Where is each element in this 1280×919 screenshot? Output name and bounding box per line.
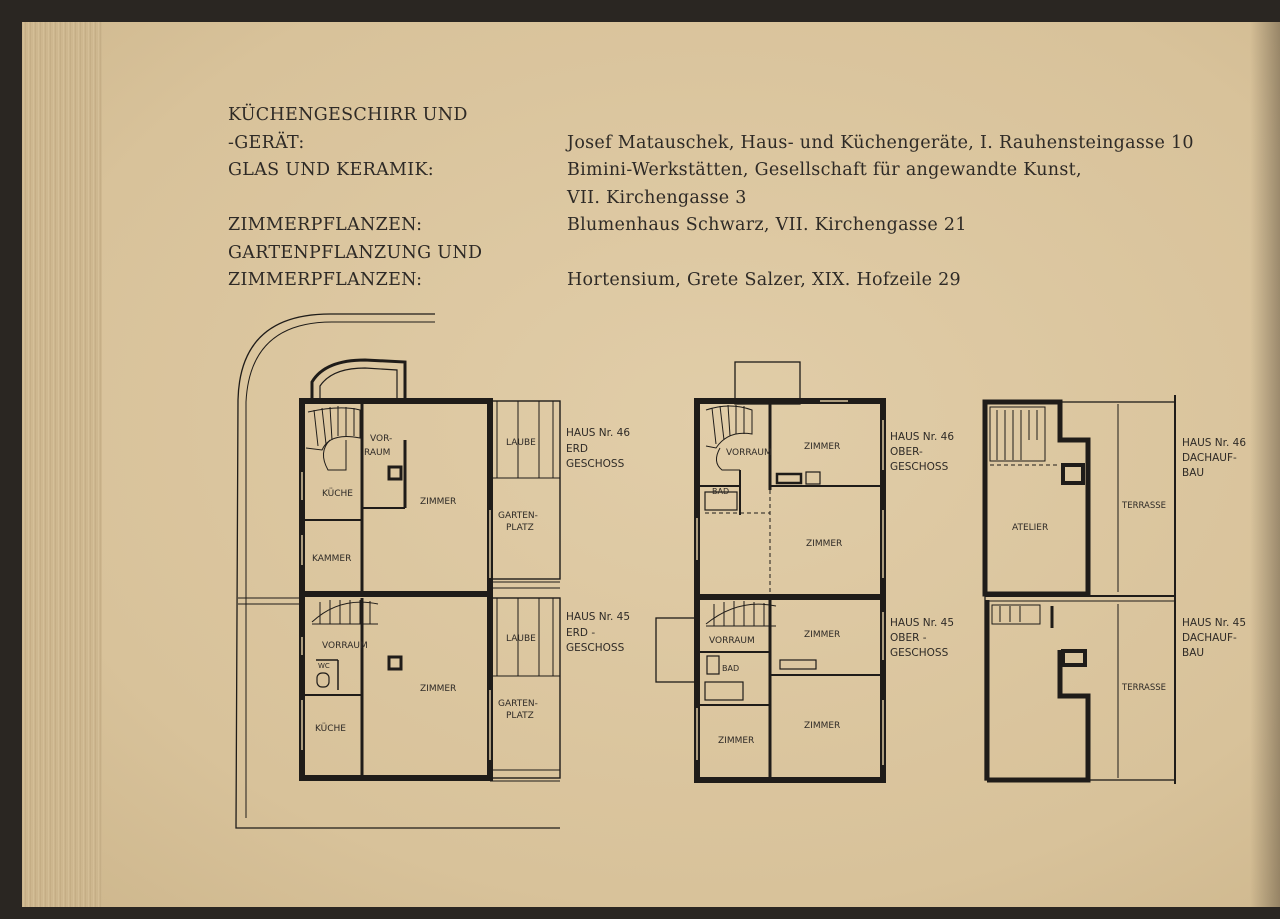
plan-label-ground-46-line3: GESCHOSS (566, 458, 625, 470)
room-vorraum-upper-45: VORRAUM (709, 636, 755, 646)
plan-label-roof-45-line2: DACHAUF- (1182, 632, 1237, 644)
room-garten-45a: GARTEN- (498, 699, 538, 709)
roof-plan (985, 395, 1175, 784)
room-kueche-46: KÜCHE (322, 489, 353, 499)
plan-label-upper-45-line2: OBER - (890, 632, 927, 644)
room-garten-46b: PLATZ (506, 523, 534, 533)
plan-label-roof-46-line2: DACHAUF- (1182, 452, 1237, 464)
plan-label-upper-46-line3: GESCHOSS (890, 461, 949, 473)
credit-value: Bimini-Werkstätten, Gesellschaft für angewandte Kunst, (567, 160, 1082, 180)
room-vorraum-upper-46: VORRAUM (726, 448, 772, 458)
room-vorraum-45: VORRAUM (322, 641, 368, 651)
roof-labels (1012, 437, 1246, 693)
credit-value: Josef Matauschek, Haus- und Küchengeräte, I. Rauhensteingasse 10 (567, 132, 1194, 153)
credit-label: -GERÄT: (228, 132, 305, 153)
room-laube-45: LAUBE (506, 634, 536, 644)
plan-label-ground-46-line2: ERD (566, 443, 589, 455)
credit-value: VII. Kirchengasse 3 (567, 187, 747, 208)
credit-label: GLAS UND KERAMIK: (228, 160, 435, 180)
room-bad-upper-46: BAD (712, 487, 730, 496)
plan-label-ground-45-line3: GESCHOSS (566, 642, 625, 654)
plan-label-upper-46-line1: HAUS Nr. 46 (890, 431, 955, 443)
room-atelier-46: ATELIER (1012, 523, 1049, 533)
plan-label-roof-45-line1: HAUS Nr. 45 (1182, 617, 1247, 629)
room-zimmer-upper-45b: ZIMMER (804, 721, 841, 731)
credit-value: Hortensium, Grete Salzer, XIX. Hofzeile 29 (567, 270, 961, 290)
room-zimmer-upper-45c: ZIMMER (718, 736, 755, 746)
ground-floor-labels (312, 427, 630, 734)
credit-value: Blumenhaus Schwarz, VII. Kirchengasse 21 (567, 215, 967, 235)
room-zimmer-46: ZIMMER (420, 497, 457, 507)
credit-label: KÜCHENGESCHIRR UND (228, 105, 468, 125)
plan-label-roof-45-line3: BAU (1182, 647, 1205, 659)
plan-label-upper-45-line3: GESCHOSS (890, 647, 949, 659)
ground-floor-plan (236, 314, 560, 828)
upper-floor-plan (656, 362, 883, 780)
plan-label-ground-45-line2: ERD - (566, 627, 596, 639)
room-zimmer-upper-46b: ZIMMER (806, 539, 843, 549)
credit-label: ZIMMERPFLANZEN: (228, 215, 423, 235)
room-terrasse-46: TERRASSE (1122, 501, 1167, 511)
room-garten-45b: PLATZ (506, 711, 534, 721)
credit-label: ZIMMERPFLANZEN: (228, 270, 423, 290)
plan-label-ground-46-line1: HAUS Nr. 46 (566, 427, 631, 439)
room-vorraum-46b: RAUM (364, 448, 391, 458)
room-laube-46: LAUBE (506, 438, 536, 448)
room-kueche-45: KÜCHE (315, 724, 346, 734)
room-wc-45: WC (318, 662, 330, 670)
upper-floor-labels (709, 431, 954, 746)
plan-label-roof-46-line3: BAU (1182, 467, 1205, 479)
room-bad-upper-45: BAD (722, 664, 740, 673)
plan-label-roof-46-line1: HAUS Nr. 46 (1182, 437, 1247, 449)
room-terrasse-45: TERRASSE (1122, 683, 1167, 693)
room-kammer-46: KAMMER (312, 554, 352, 564)
room-vorraum-46a: VOR- (370, 434, 393, 444)
plan-label-upper-46-line2: OBER- (890, 446, 923, 458)
credit-label: GARTENPFLANZUNG UND (228, 242, 483, 263)
plan-label-ground-45-line1: HAUS Nr. 45 (566, 611, 631, 623)
room-zimmer-upper-45a: ZIMMER (804, 630, 841, 640)
room-zimmer-upper-46a: ZIMMER (804, 442, 841, 452)
plan-label-upper-45-line1: HAUS Nr. 45 (890, 617, 955, 629)
room-zimmer-45: ZIMMER (420, 684, 457, 694)
room-garten-46a: GARTEN- (498, 511, 538, 521)
